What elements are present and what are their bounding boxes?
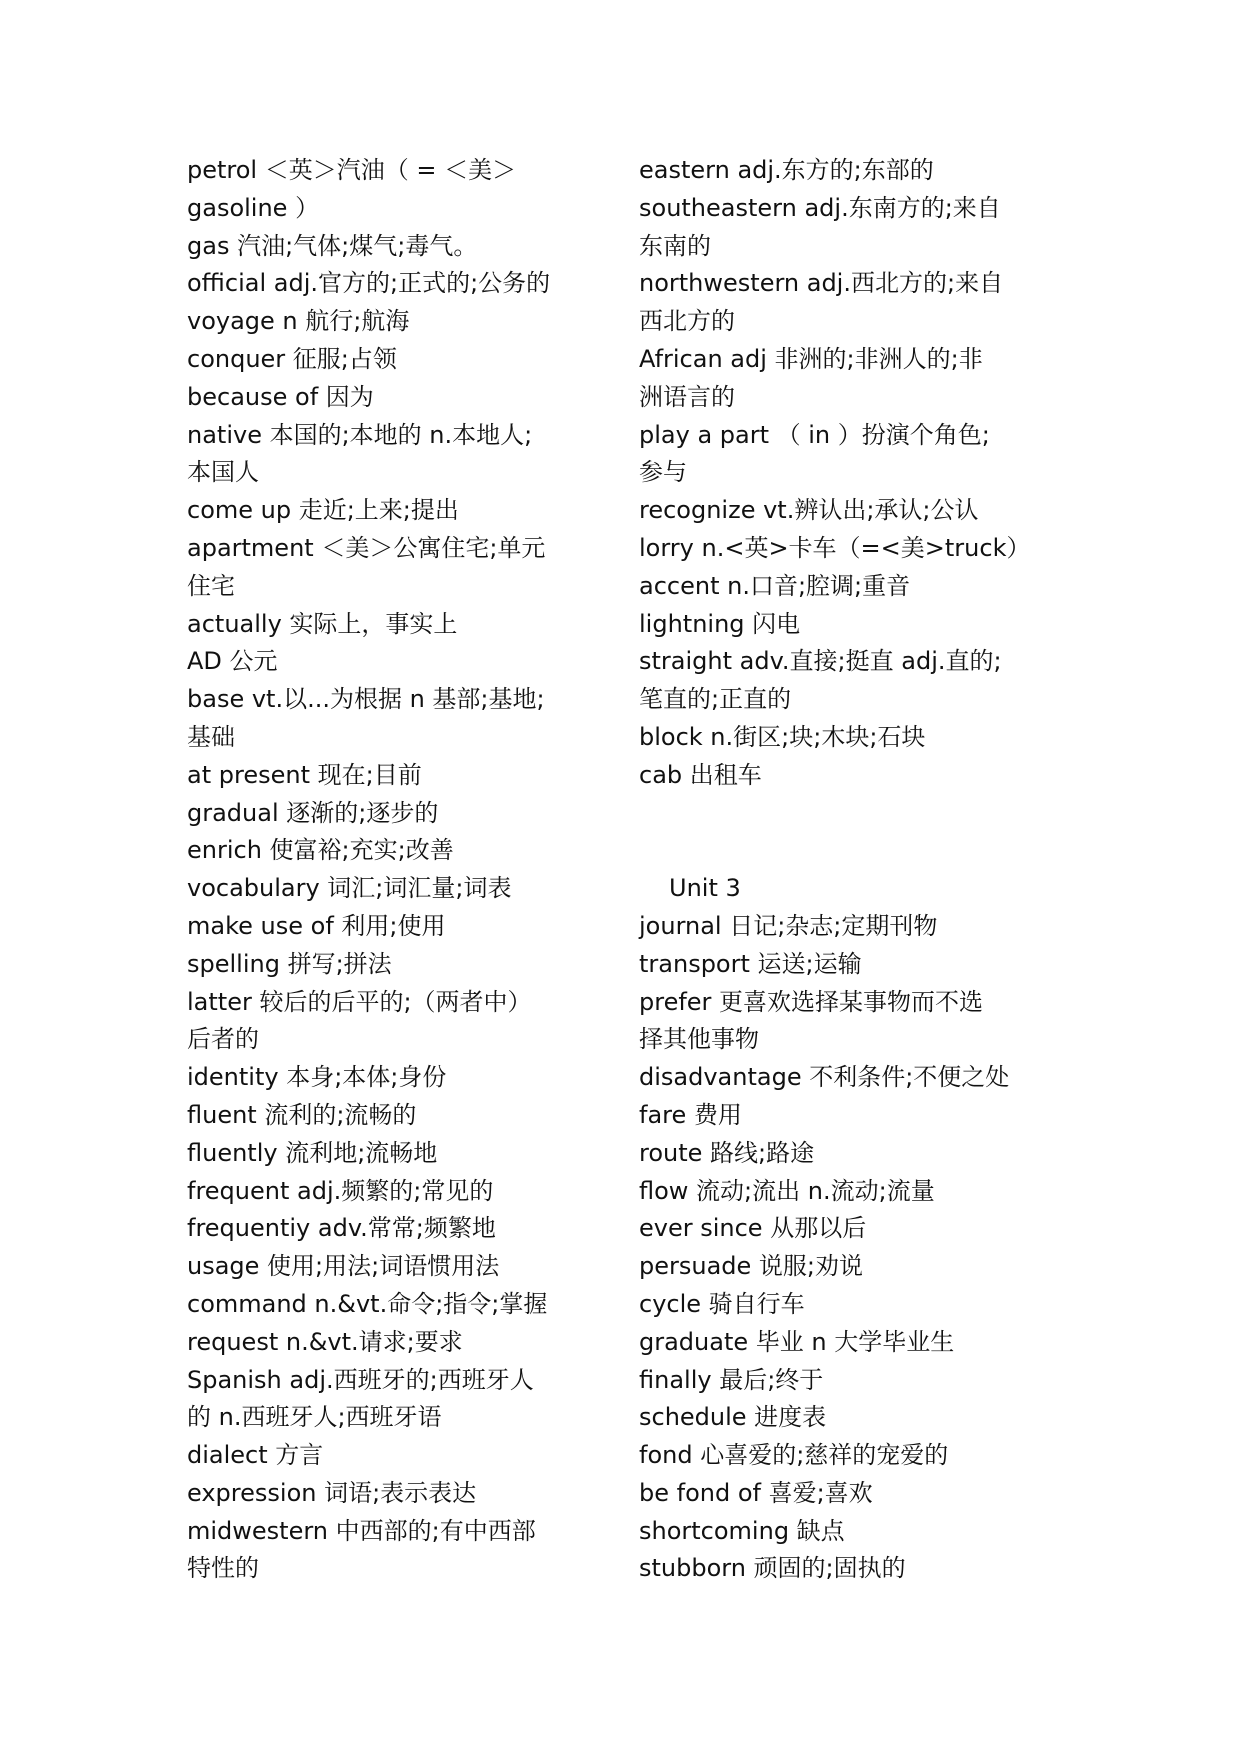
- vocab-line: northwestern adj.西北方的;来自: [639, 269, 1004, 298]
- vocab-line: spelling 拼写;拼法: [187, 949, 392, 978]
- vocab-line: cycle 骑自行车: [639, 1289, 805, 1318]
- vocab-line: cab 出租车: [639, 760, 762, 789]
- vocab-line: petrol ＜英＞汽油（ = ＜美＞: [187, 156, 517, 184]
- vocab-line: identity 本身;本体;身份: [187, 1063, 447, 1092]
- vocab-line: 择其他事物: [639, 1025, 759, 1054]
- vocab-line: accent n.口音;腔调;重音: [639, 571, 911, 600]
- vocab-line: flow 流动;流出 n.流动;流量: [639, 1176, 935, 1205]
- vocab-line: finally 最后;终于: [639, 1365, 824, 1394]
- vocab-line: 基础: [187, 722, 235, 751]
- vocab-line: 的 n.西班牙人;西班牙语: [187, 1403, 442, 1432]
- vocab-line: because of 因为: [187, 382, 374, 411]
- vocab-line: fluent 流利的;流畅的: [187, 1100, 417, 1129]
- vocab-line: 后者的: [187, 1025, 259, 1054]
- vocab-line: be fond of 喜爱;喜欢: [639, 1478, 873, 1507]
- vocab-line: frequentiy adv.常常;频繁地: [187, 1214, 496, 1243]
- vocab-line: lightning 闪电: [639, 609, 801, 638]
- vocab-line: block n.街区;块;木块;石块: [639, 722, 926, 751]
- vocab-line: latter 较后的后平的;（两者中）: [187, 987, 532, 1016]
- vocab-line: come up 走近;上来;提出: [187, 496, 459, 525]
- vocab-line: vocabulary 词汇;词汇量;词表: [187, 874, 512, 903]
- vocab-line: 笔直的;正直的: [639, 685, 792, 714]
- vocab-line: gasoline ）: [187, 193, 320, 222]
- vocab-line: apartment ＜美＞公寓住宅;单元: [187, 533, 546, 562]
- vocab-line: play a part （ in ）扮演个角色;: [639, 420, 990, 449]
- vocab-line: dialect 方言: [187, 1441, 324, 1470]
- left-column: [187, 152, 607, 1588]
- vocab-line: gas 汽油;气体;煤气;毒气。: [187, 231, 478, 260]
- vocab-line: transport 运送;运输: [639, 949, 862, 978]
- vocab-line: gradual 逐渐的;逐步的: [187, 798, 439, 827]
- vocab-line: fond 心喜爱的;慈祥的宠爱的: [639, 1441, 949, 1470]
- vocab-line: command n.&vt.命令;指令;掌握: [187, 1289, 548, 1318]
- vocab-line: shortcoming 缺点: [639, 1516, 845, 1545]
- vocab-line: make use of 利用;使用: [187, 911, 446, 940]
- vocab-line: graduate 毕业 n 大学毕业生: [639, 1327, 955, 1356]
- vocab-line: 洲语言的: [639, 382, 735, 411]
- vocab-line: prefer 更喜欢选择某事物而不选: [639, 987, 984, 1016]
- vocab-line: midwestern 中西部的;有中西部: [187, 1516, 536, 1545]
- vocab-line: 特性的: [187, 1554, 259, 1583]
- vocab-line: 本国人: [187, 458, 259, 487]
- vocab-line: stubborn 顽固的;固执的: [639, 1554, 906, 1583]
- blank-line: [639, 795, 1059, 833]
- right-column: [639, 152, 1059, 1588]
- vocab-line: disadvantage 不利条件;不便之处: [639, 1063, 1010, 1092]
- vocab-line: frequent adj.频繁的;常见的: [187, 1176, 494, 1205]
- blank-line: [639, 832, 1059, 870]
- vocab-line: 住宅: [187, 571, 235, 600]
- vocab-line: recognize vt.辨认出;承认;公认: [639, 496, 979, 525]
- vocab-line: southeastern adj.东南方的;来自: [639, 193, 1001, 222]
- vocab-line: native 本国的;本地的 n.本地人;: [187, 420, 533, 449]
- vocab-line: base vt.以...为根据 n 基部;基地;: [187, 685, 545, 714]
- vocab-line: eastern adj.东方的;东部的: [639, 156, 934, 184]
- vocab-line: 参与: [639, 458, 687, 487]
- vocab-line: lorry n.<英>卡车（=<美>truck）: [639, 533, 1031, 562]
- vocab-line: fare 费用: [639, 1100, 742, 1129]
- vocab-line: expression 词语;表示表达: [187, 1478, 477, 1507]
- vocab-line: at present 现在;目前: [187, 760, 422, 789]
- vocab-line: persuade 说服;劝说: [639, 1252, 864, 1281]
- vocab-line: route 路线;路途: [639, 1138, 815, 1167]
- vocab-line: request n.&vt.请求;要求: [187, 1327, 463, 1356]
- vocab-line: 西北方的: [639, 307, 735, 336]
- vocab-line: fluently 流利地;流畅地: [187, 1138, 438, 1167]
- vocab-line: usage 使用;用法;词语惯用法: [187, 1252, 500, 1281]
- unit-heading: Unit 3: [669, 874, 741, 903]
- vocab-line: AD 公元: [187, 647, 278, 676]
- vocab-line: ever since 从那以后: [639, 1214, 867, 1243]
- vocab-line: African adj 非洲的;非洲人的;非: [639, 344, 983, 373]
- vocab-line: actually 实际上，事实上: [187, 609, 458, 638]
- vocab-line: journal 日记;杂志;定期刊物: [639, 911, 938, 940]
- vocab-line: conquer 征服;占领: [187, 344, 397, 373]
- vocab-line: official adj.官方的;正式的;公务的: [187, 269, 551, 298]
- vocab-line: enrich 使富裕;充实;改善: [187, 836, 454, 865]
- vocab-line: schedule 进度表: [639, 1403, 827, 1432]
- vocab-line: straight adv.直接;挺直 adj.直的;: [639, 647, 1002, 676]
- vocab-line: voyage n 航行;航海: [187, 307, 410, 336]
- vocab-line: 东南的: [639, 231, 711, 260]
- vocab-line: Spanish adj.西班牙的;西班牙人: [187, 1365, 534, 1394]
